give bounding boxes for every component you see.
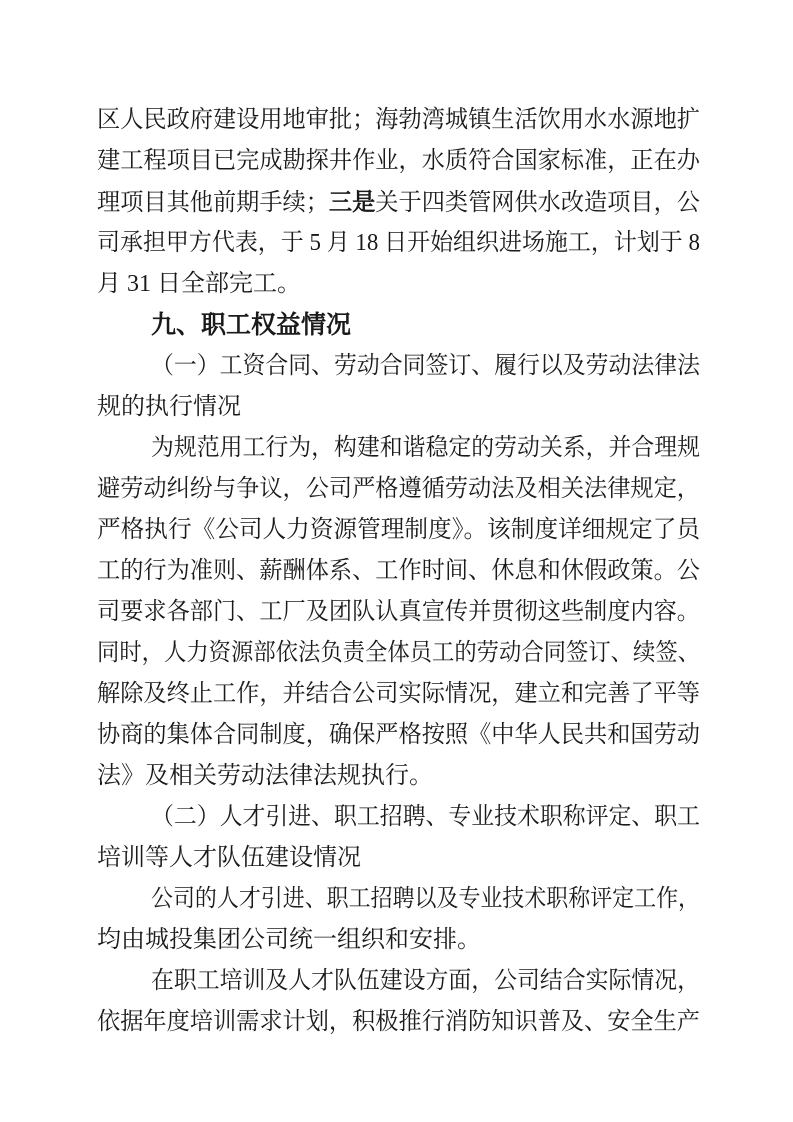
line-text: 规的执行情况 [97, 394, 241, 420]
line-text: 同时，人力资源部依法负责全体员工的劳动合同签订、续签、 [97, 640, 700, 666]
line-text: 法》及相关劳动法律法规执行。 [97, 763, 433, 789]
body-line [97, 961, 700, 1002]
subsection-heading [97, 387, 700, 428]
body-line [97, 633, 700, 674]
line-text: 协商的集体合同制度，确保严格按照《中华人民共和国劳动 [97, 722, 700, 748]
line-text: （二）人才引进、职工招聘、专业技术职称评定、职工 [151, 804, 700, 830]
line-text: 均由城投集团公司统一组织和安排。 [97, 927, 481, 953]
line-text: 月 31 日全部完工。 [97, 271, 301, 297]
line-segment: 理项目其他前期手续； [97, 190, 329, 216]
body-line [97, 428, 700, 469]
line-text: 在职工培训及人才队伍建设方面，公司结合实际情况， [151, 968, 700, 994]
line-text: （一）工资合同、劳动合同签订、履行以及劳动法律法 [151, 353, 700, 379]
line-text: 解除及终止工作，并结合公司实际情况，建立和完善了平等 [97, 681, 700, 707]
subsection-heading [97, 838, 700, 879]
line-segment: 关于四类管网供水改造项目，公 [375, 190, 700, 216]
body-line [97, 141, 700, 182]
line-text: 公司的人才引进、职工招聘以及专业技术职称评定工作， [151, 886, 700, 912]
line-text: 司要求各部门、工厂及团队认真宣传并贯彻这些制度内容。 [97, 599, 700, 625]
body-line [97, 510, 700, 551]
line-text [97, 182, 700, 224]
line-text: 避劳动纠纷与争议，公司严格遵循劳动法及相关法律规定， [97, 476, 700, 502]
line-text: 为规范用工行为，构建和谐稳定的劳动关系，并合理规 [151, 435, 700, 461]
body-line [97, 879, 700, 920]
line-text: 培训等人才队伍建设情况 [97, 845, 361, 871]
line-text: 司承担甲方代表，于 5 月 18 日开始组织进场施工，计划于 8 [97, 230, 700, 256]
line-text: 建工程项目已完成勘探井作业，水质符合国家标准，正在办 [97, 148, 700, 174]
line-segment-bold: 三是 [328, 189, 376, 216]
body-line [97, 715, 700, 756]
body-line [97, 592, 700, 633]
body-line [97, 1002, 700, 1043]
subsection-heading [97, 346, 700, 387]
line-text: 依据年度培训需求计划，积极推行消防知识普及、安全生产 [97, 1009, 700, 1035]
body-line [97, 551, 700, 592]
body-line [97, 100, 700, 141]
subsection-heading [97, 797, 700, 838]
line-text: 严格执行《公司人力资源管理制度》。该制度详细规定了员 [97, 517, 700, 543]
body-line [97, 182, 700, 223]
line-text: 区人民政府建设用地审批；海勃湾城镇生活饮用水水源地扩 [97, 107, 700, 133]
body-line [97, 223, 700, 264]
line-text: 九、职工权益情况 [151, 311, 352, 339]
body-line [97, 264, 700, 305]
line-text: 工的行为准则、薪酬体系、工作时间、休息和休假政策。公 [97, 558, 700, 584]
body-line [97, 469, 700, 510]
body-line [97, 674, 700, 715]
body-line [97, 920, 700, 961]
section-heading [97, 305, 700, 346]
body-line [97, 756, 700, 797]
